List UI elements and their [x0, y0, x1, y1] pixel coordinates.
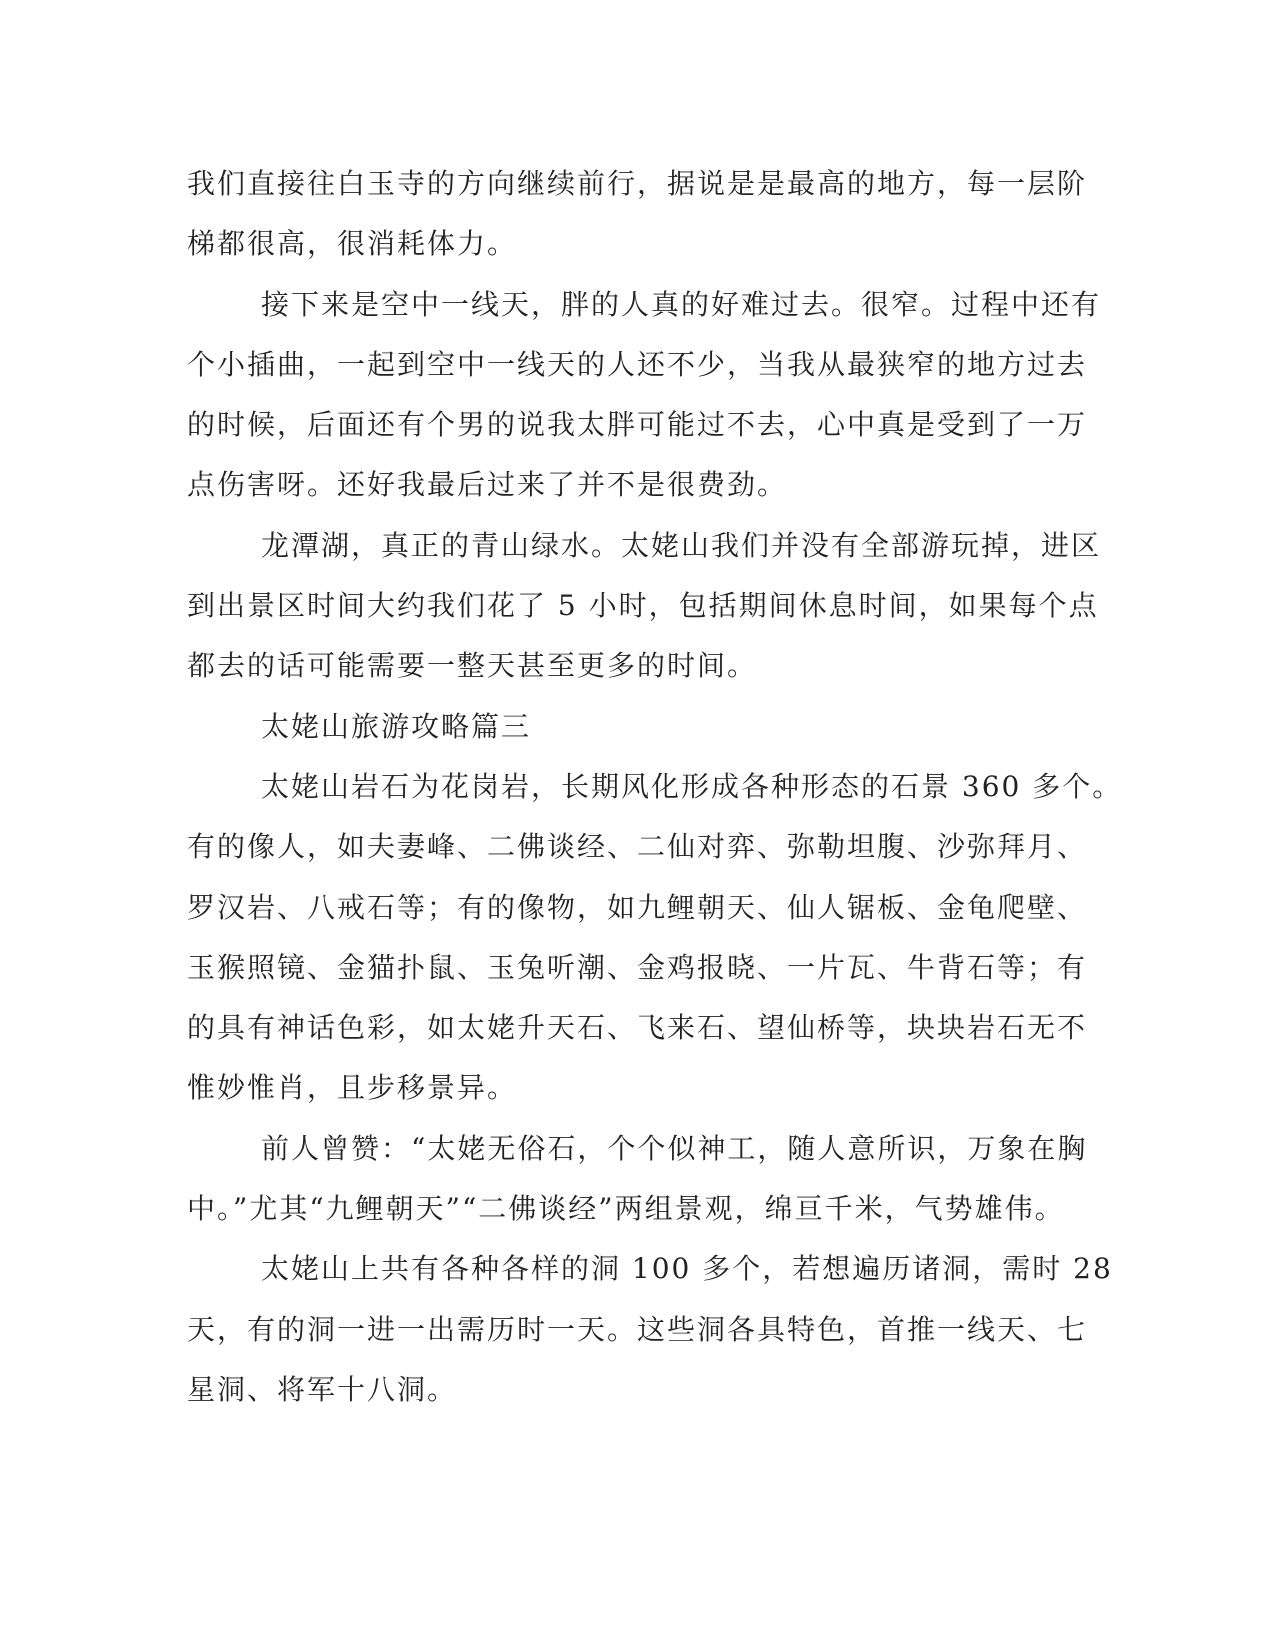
- text-line: 惟妙惟肖，且步移景异。: [187, 1071, 518, 1105]
- text-line: 个小插曲，一起到空中一线天的人还不少，当我从最狭窄的地方过去: [187, 347, 1088, 381]
- text-line: 梯都很高，很消耗体力。: [187, 227, 518, 261]
- text-line: 点伤害呀。还好我最后过来了并不是很费劲。: [187, 468, 788, 502]
- text-line: 太姥山岩石为花岗岩，长期风化形成各种形态的石景 360 多个。: [261, 769, 1123, 803]
- text-line: 星洞、将军十八洞。: [187, 1372, 458, 1406]
- text-line: 接下来是空中一线天，胖的人真的好难过去。很窄。过程中还有: [261, 287, 1102, 321]
- text-line: 有的像人，如夫妻峰、二佛谈经、二仙对弈、弥勒坦腹、沙弥拜月、: [187, 830, 1088, 864]
- text-line: 天，有的洞一进一出需历时一天。这些洞各具特色，首推一线天、七: [187, 1312, 1088, 1346]
- text-line: 罗汉岩、八戒石等；有的像物，如九鲤朝天、仙人锯板、金龟爬壁、: [187, 890, 1088, 924]
- document-page: [187, 154, 1123, 1420]
- text-line: 中。”尤其“九鲤朝天”“二佛谈经”两组景观，绵亘千米，气势雄伟。: [187, 1192, 1065, 1226]
- text-line: 前人曾赞：“太姥无俗石，个个似神工，随人意所识，万象在胸: [261, 1131, 1088, 1165]
- text-line: 玉猴照镜、金猫扑鼠、玉兔听潮、金鸡报晓、一片瓦、牛背石等；有: [187, 950, 1088, 984]
- text-line: 都去的话可能需要一整天甚至更多的时间。: [187, 649, 758, 683]
- text-line: 龙潭湖，真正的青山绿水。太姥山我们并没有全部游玩掉，进区: [261, 528, 1102, 562]
- text-line: 太姥山上共有各种各样的洞 100 多个，若想遍历诸洞，需时 28: [261, 1252, 1113, 1286]
- text-line: 的时候，后面还有个男的说我太胖可能过不去，心中真是受到了一万: [187, 408, 1088, 442]
- text-line: 的具有神话色彩，如太姥升天石、飞来石、望仙桥等，块块岩石无不: [187, 1011, 1088, 1045]
- text-line: 到出景区时间大约我们花了 5 小时，包括期间休息时间，如果每个点: [187, 589, 1099, 623]
- text-line: 我们直接往白玉寺的方向继续前行，据说是是最高的地方，每一层阶: [187, 167, 1088, 200]
- section-heading: 太姥山旅游攻略篇三: [261, 709, 532, 743]
